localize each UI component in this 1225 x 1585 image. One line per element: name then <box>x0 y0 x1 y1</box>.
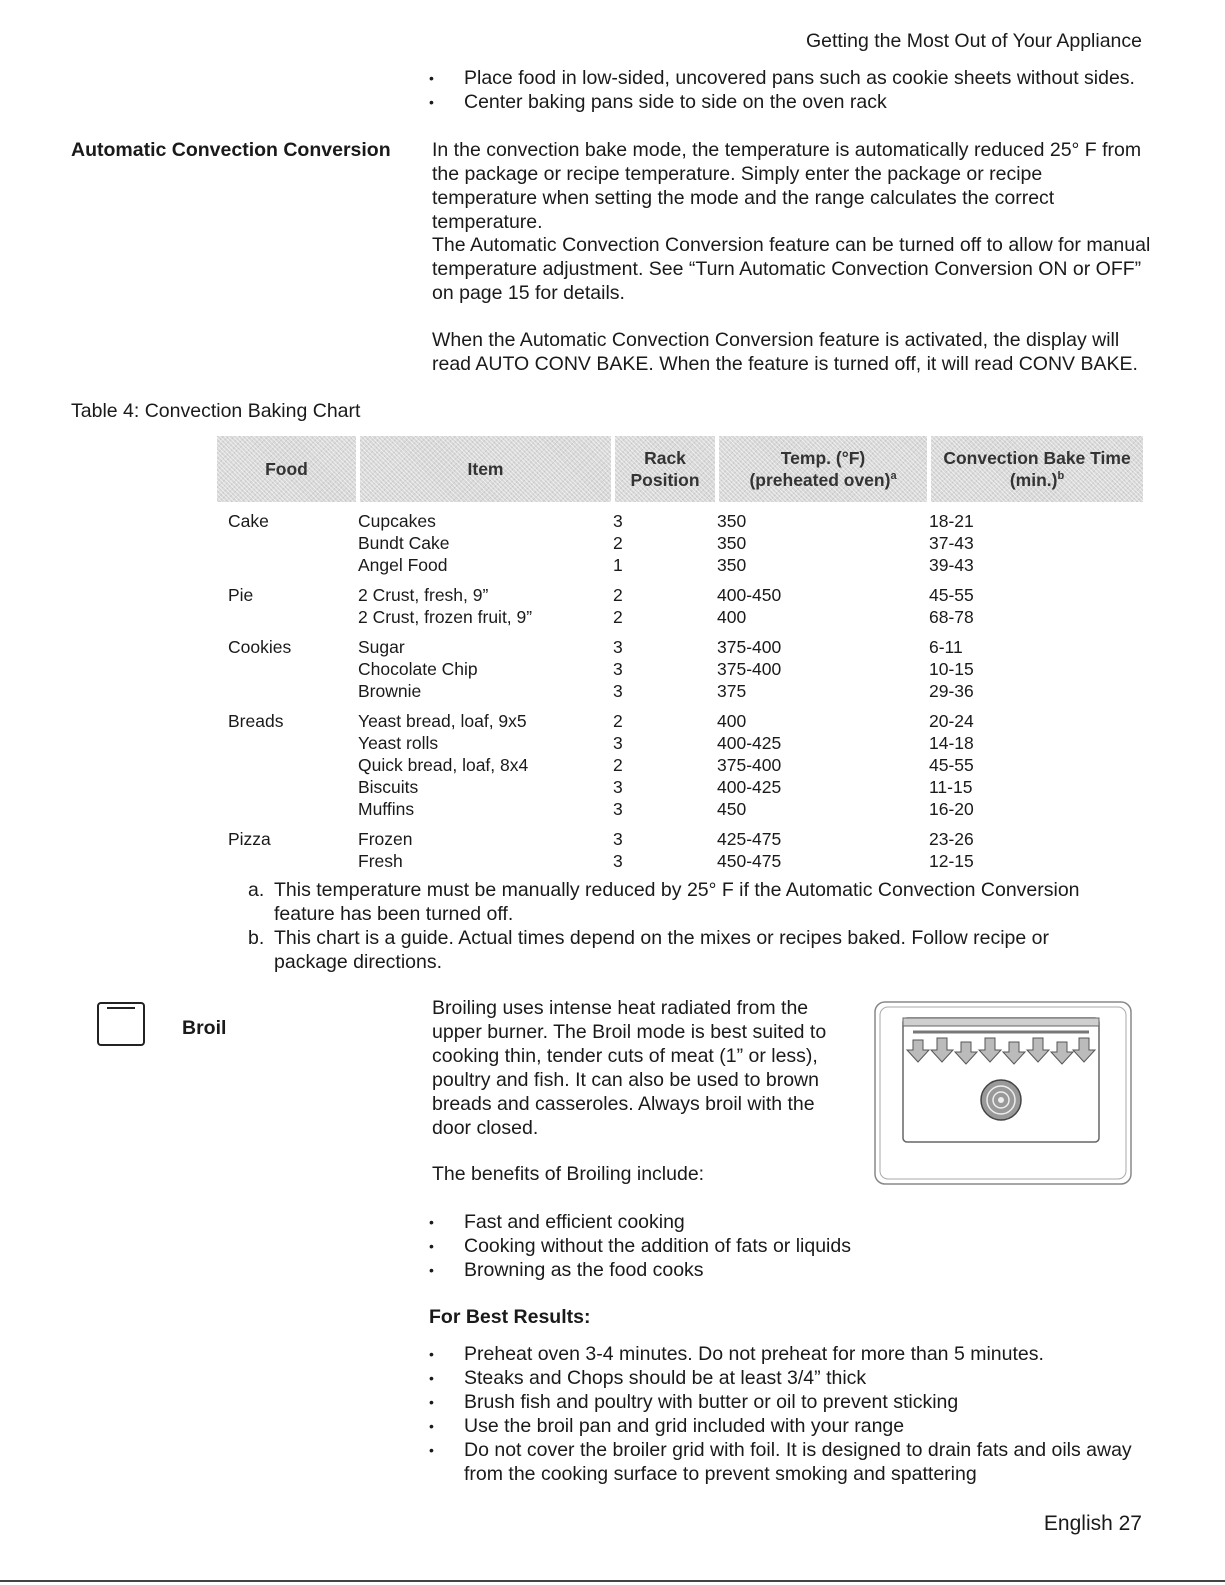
table-cell-item: Cupcakes <box>358 511 436 531</box>
page-bottom-rule <box>0 1580 1225 1582</box>
table-cell-rack: 2 <box>613 711 623 731</box>
section-heading-broil: Broil <box>182 1017 227 1039</box>
table-cell-food <box>217 732 358 754</box>
table-cell-temp: 375-400 <box>717 659 782 679</box>
table-cell-time: 6-11 <box>929 637 963 657</box>
table-row <box>217 680 1143 702</box>
table-cell-time: 11-15 <box>929 777 973 797</box>
table-cell-temp: 400-450 <box>717 585 782 605</box>
table-cell-temp: 425-475 <box>717 829 782 849</box>
table-cell-item: 2 Crust, fresh, 9” <box>358 585 489 605</box>
table-cell-food: Cookies <box>228 637 292 657</box>
table-cell-temp: 400-425 <box>717 777 782 797</box>
column-header-rack: Rack Position <box>613 436 717 502</box>
page-number: English 27 <box>1043 1512 1142 1535</box>
best-results-list <box>429 1342 1149 1486</box>
footnote: b. This chart is a guide. Actual times depend on the mixes or recipes baked. Follow recipe or package directions. <box>248 927 1049 973</box>
table-cell-rack: 2 <box>613 533 623 553</box>
table-cell-food <box>217 554 358 576</box>
table-cell-temp: 450-475 <box>717 851 782 871</box>
table-header-row <box>217 436 1143 502</box>
table-cell-food <box>217 606 358 628</box>
table-cell-time: 68-78 <box>929 607 974 627</box>
table-cell-item: Sugar <box>358 637 405 657</box>
table-cell-item: Brownie <box>358 681 422 701</box>
table-cell-time: 12-15 <box>929 851 974 871</box>
table-cell-food: Cake <box>228 511 269 531</box>
table-cell-time: 14-18 <box>929 733 974 753</box>
table-cell-time: 10-15 <box>929 659 974 679</box>
table-cell-food <box>217 776 358 798</box>
table-cell-time: 45-55 <box>929 755 974 775</box>
table-cell-time: 37-43 <box>929 533 974 553</box>
list-item: • Fast and efficient cooking <box>429 1210 851 1234</box>
table-cell-rack: 3 <box>613 777 623 797</box>
table-cell-item: Frozen <box>358 829 413 849</box>
table-cell-food <box>217 658 358 680</box>
table-cell-time: 20-24 <box>929 711 974 731</box>
table-cell-temp: 400 <box>717 711 747 731</box>
table-cell-time: 23-26 <box>929 829 974 849</box>
broil-benefits-list <box>429 1210 851 1282</box>
table-row <box>217 754 1143 776</box>
list-item: • Place food in low-sided, uncovered pans such as cookie sheets without sides. <box>429 66 1135 90</box>
table-row <box>217 502 1143 532</box>
table-footnotes <box>248 878 1128 974</box>
table-cell-rack: 3 <box>613 733 623 753</box>
table-row <box>217 658 1143 680</box>
table-cell-item: Yeast rolls <box>358 733 439 753</box>
intro-bullet-list <box>429 66 1135 114</box>
table-cell-temp: 375-400 <box>717 755 782 775</box>
table-cell-time: 29-36 <box>929 681 974 701</box>
table-cell-food <box>217 532 358 554</box>
table-cell-item: Angel Food <box>358 555 448 575</box>
table-cell-time: 39-43 <box>929 555 974 575</box>
table-cell-rack: 3 <box>613 799 623 819</box>
paragraph: Broiling uses intense heat radiated from the upper burner. The Broil mode is best suited to cooking thin, tender cuts of meat (1” or less), poultry and fish. It can also be used to brown breads and casseroles. Always broil with the door closed. <box>432 997 827 1139</box>
list-item: • Preheat oven 3-4 minutes. Do not preheat for more than 5 minutes. <box>429 1342 1149 1366</box>
paragraph: In the convection bake mode, the temperature is automatically reduced 25° F from the package or recipe temperature. Simply enter the package or recipe temperature when setting the mode and the range calculates the correct temperature. <box>432 139 1142 233</box>
table-cell-temp: 450 <box>717 799 747 819</box>
paragraph: When the Automatic Convection Conversion feature is activated, the display will read AUTO CONV BAKE. When the feature is turned off, it will read CONV BAKE. <box>432 329 1138 375</box>
paragraph: The benefits of Broiling include: <box>432 1163 705 1185</box>
table-cell-temp: 400-425 <box>717 733 782 753</box>
table-row <box>217 850 1143 872</box>
table-cell-rack: 3 <box>613 637 623 657</box>
table-row <box>217 554 1143 576</box>
table-cell-rack: 3 <box>613 511 623 531</box>
table-row <box>217 628 1143 658</box>
table-cell-item: Biscuits <box>358 777 419 797</box>
table-row <box>217 732 1143 754</box>
table-cell-item: Fresh <box>358 851 403 871</box>
table-cell-item: 2 Crust, frozen fruit, 9” <box>358 607 533 627</box>
table-cell-food <box>217 754 358 776</box>
table-row <box>217 606 1143 628</box>
table-caption: Table 4: Convection Baking Chart <box>71 400 361 422</box>
table-cell-temp: 350 <box>717 511 747 531</box>
table-row <box>217 532 1143 554</box>
column-header-food: Food <box>217 436 358 502</box>
table-cell-rack: 3 <box>613 851 623 871</box>
table-row <box>217 820 1143 850</box>
best-results-heading: For Best Results: <box>429 1306 591 1328</box>
oven-broil-illustration-icon <box>873 1000 1133 1186</box>
table-cell-food <box>217 798 358 820</box>
column-header-time: Convection Bake Time $(\min.)^b$ <box>929 436 1143 502</box>
table-cell-item: Muffins <box>358 799 415 819</box>
table-cell-food <box>217 850 358 872</box>
table-cell-item: Quick bread, loaf, 8x4 <box>358 755 529 775</box>
column-header-item: Item <box>358 436 613 502</box>
table-cell-rack: 2 <box>613 607 623 627</box>
table-cell-item: Chocolate Chip <box>358 659 478 679</box>
table-cell-food: Pizza <box>228 829 271 849</box>
table-cell-item: Bundt Cake <box>358 533 450 553</box>
convection-baking-table <box>217 436 1143 872</box>
table-row <box>217 702 1143 732</box>
table-cell-temp: 400 <box>717 607 747 627</box>
table-cell-rack: 3 <box>613 659 623 679</box>
section-heading-auto-conv: Automatic Convection Conversion <box>71 139 391 161</box>
table-row <box>217 798 1143 820</box>
table-cell-item: Yeast bread, loaf, 9x5 <box>358 711 527 731</box>
table-cell-time: 45-55 <box>929 585 974 605</box>
table-cell-food <box>217 680 358 702</box>
table-cell-rack: 2 <box>613 755 623 775</box>
table-cell-rack: 1 <box>613 555 623 575</box>
running-header: Getting the Most Out of Your Appliance <box>805 30 1142 52</box>
table-cell-time: 18-21 <box>929 511 974 531</box>
list-item: • Browning as the food cooks <box>429 1258 851 1282</box>
list-item: • Do not cover the broiler grid with foil. It is designed to drain fats and oils away from the cooking surface to prevent smoking and spattering <box>429 1438 1149 1486</box>
table-cell-temp: 350 <box>717 533 747 553</box>
list-item: • Use the broil pan and grid included with your range <box>429 1414 1149 1438</box>
footnote: a. This temperature must be manually reduced by 25° F if the Automatic Convection Conversion feature has been turned off. <box>248 879 1080 925</box>
table-row <box>217 576 1143 606</box>
broil-mode-icon <box>97 1002 145 1046</box>
list-item: • Steaks and Chops should be at least 3/4” thick <box>429 1366 1149 1390</box>
list-item: • Cooking without the addition of fats or liquids <box>429 1234 851 1258</box>
column-header-temp: Temp. (°F) (preheated oven)$^a$ <box>717 436 929 502</box>
table-cell-time: 16-20 <box>929 799 974 819</box>
table-cell-temp: 350 <box>717 555 747 575</box>
paragraph: The Automatic Convection Conversion feature can be turned off to allow for manual temperature adjustment. See “Turn Automatic Convection Conversion ON or OFF” on page 15 for details. <box>432 234 1151 304</box>
table-cell-food: Pie <box>228 585 254 605</box>
table-cell-rack: 2 <box>613 585 623 605</box>
table-cell-temp: 375-400 <box>717 637 782 657</box>
table-row <box>217 776 1143 798</box>
table-cell-rack: 3 <box>613 829 623 849</box>
table-cell-temp: 375 <box>717 681 747 701</box>
table-cell-rack: 3 <box>613 681 623 701</box>
table-cell-food: Breads <box>228 711 284 731</box>
list-item: • Brush fish and poultry with butter or oil to prevent sticking <box>429 1390 1149 1414</box>
list-item: • Center baking pans side to side on the oven rack <box>429 90 1135 114</box>
